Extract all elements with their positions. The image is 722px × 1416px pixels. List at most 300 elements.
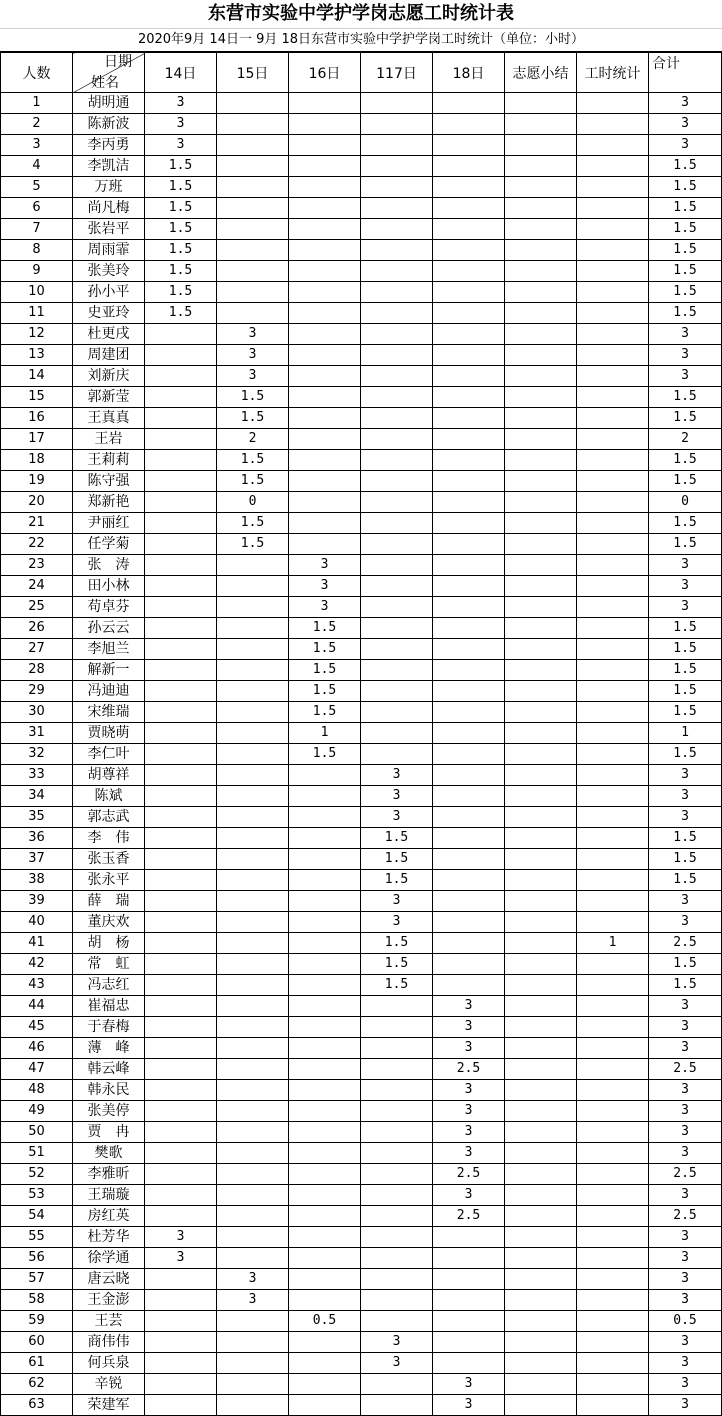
cell-day-16 — [289, 1143, 361, 1164]
cell-day-17: 1.5 — [361, 828, 433, 849]
cell-stats — [577, 723, 649, 744]
cell-index: 63 — [1, 1395, 73, 1416]
cell-stats — [577, 261, 649, 282]
table-row — [1, 1374, 722, 1395]
cell-day-14: 1.5 — [145, 282, 217, 303]
cell-total: 3 — [649, 996, 722, 1017]
cell-day-18 — [433, 408, 505, 429]
cell-name: 刘新庆 — [73, 366, 145, 387]
table-row — [1, 744, 722, 765]
cell-index: 18 — [1, 450, 73, 471]
cell-day-14 — [145, 744, 217, 765]
cell-name: 尚凡梅 — [73, 198, 145, 219]
cell-day-15 — [217, 954, 289, 975]
cell-index: 46 — [1, 1038, 73, 1059]
cell-stats — [577, 1143, 649, 1164]
cell-day-17 — [361, 261, 433, 282]
table-row — [1, 660, 722, 681]
cell-day-15 — [217, 681, 289, 702]
cell-day-17: 1.5 — [361, 954, 433, 975]
cell-total: 2.5 — [649, 933, 722, 954]
cell-day-17 — [361, 114, 433, 135]
cell-total: 3 — [649, 1080, 722, 1101]
cell-day-14: 3 — [145, 93, 217, 114]
table-row — [1, 1185, 722, 1206]
cell-day-17 — [361, 1311, 433, 1332]
cell-day-14 — [145, 870, 217, 891]
table-row — [1, 1059, 722, 1080]
cell-index: 56 — [1, 1248, 73, 1269]
cell-summary — [505, 366, 577, 387]
cell-total: 0 — [649, 492, 722, 513]
cell-index: 6 — [1, 198, 73, 219]
cell-day-17 — [361, 1395, 433, 1416]
table-row — [1, 198, 722, 219]
table-row — [1, 1395, 722, 1416]
cell-total: 3 — [649, 765, 722, 786]
cell-day-14: 1.5 — [145, 261, 217, 282]
cell-index: 59 — [1, 1311, 73, 1332]
cell-day-15: 1.5 — [217, 513, 289, 534]
cell-index: 7 — [1, 219, 73, 240]
table-body — [1, 93, 722, 1416]
cell-day-15 — [217, 1059, 289, 1080]
cell-summary — [505, 1248, 577, 1269]
cell-index: 57 — [1, 1269, 73, 1290]
cell-index: 62 — [1, 1374, 73, 1395]
table-row — [1, 702, 722, 723]
cell-name: 张美停 — [73, 1101, 145, 1122]
cell-summary — [505, 450, 577, 471]
cell-day-18 — [433, 135, 505, 156]
cell-day-15: 1.5 — [217, 408, 289, 429]
cell-name: 李雅昕 — [73, 1164, 145, 1185]
cell-day-17: 1.5 — [361, 870, 433, 891]
cell-name: 唐云晓 — [73, 1269, 145, 1290]
table-row — [1, 93, 722, 114]
cell-name: 史亚玲 — [73, 303, 145, 324]
cell-stats — [577, 471, 649, 492]
cell-day-16: 1.5 — [289, 639, 361, 660]
cell-index: 1 — [1, 93, 73, 114]
cell-name: 王岩 — [73, 429, 145, 450]
cell-name: 杜更戌 — [73, 324, 145, 345]
cell-name: 周雨霏 — [73, 240, 145, 261]
cell-day-18 — [433, 429, 505, 450]
cell-day-18 — [433, 492, 505, 513]
cell-name: 王金澎 — [73, 1290, 145, 1311]
cell-summary — [505, 1080, 577, 1101]
table-row — [1, 324, 722, 345]
cell-summary — [505, 1038, 577, 1059]
cell-day-18 — [433, 1227, 505, 1248]
cell-day-16 — [289, 114, 361, 135]
cell-name: 周建团 — [73, 345, 145, 366]
table-row — [1, 1227, 722, 1248]
cell-stats — [577, 1185, 649, 1206]
cell-total: 1.5 — [649, 828, 722, 849]
header-index: 人数 — [1, 53, 73, 93]
cell-total: 3 — [649, 1269, 722, 1290]
cell-day-14 — [145, 618, 217, 639]
cell-index: 13 — [1, 345, 73, 366]
cell-index: 51 — [1, 1143, 73, 1164]
cell-day-16 — [289, 219, 361, 240]
cell-summary — [505, 891, 577, 912]
table-row — [1, 1206, 722, 1227]
cell-day-16 — [289, 177, 361, 198]
cell-day-16 — [289, 1164, 361, 1185]
cell-day-16 — [289, 1017, 361, 1038]
cell-stats — [577, 912, 649, 933]
cell-name: 房红英 — [73, 1206, 145, 1227]
cell-day-15 — [217, 555, 289, 576]
cell-total: 1.5 — [649, 513, 722, 534]
table-row — [1, 345, 722, 366]
cell-day-18 — [433, 1311, 505, 1332]
cell-summary — [505, 1206, 577, 1227]
cell-day-14: 1.5 — [145, 198, 217, 219]
cell-stats — [577, 891, 649, 912]
cell-day-15 — [217, 156, 289, 177]
cell-name: 何兵泉 — [73, 1353, 145, 1374]
cell-index: 9 — [1, 261, 73, 282]
cell-name: 李丙勇 — [73, 135, 145, 156]
cell-day-15 — [217, 660, 289, 681]
cell-day-17 — [361, 366, 433, 387]
cell-total: 3 — [649, 1290, 722, 1311]
table-row — [1, 1290, 722, 1311]
cell-summary — [505, 387, 577, 408]
cell-summary — [505, 1059, 577, 1080]
table-row — [1, 450, 722, 471]
cell-total: 1.5 — [649, 303, 722, 324]
cell-total: 3 — [649, 114, 722, 135]
cell-total: 1.5 — [649, 156, 722, 177]
cell-stats — [577, 765, 649, 786]
cell-day-17 — [361, 450, 433, 471]
cell-day-16 — [289, 387, 361, 408]
cell-day-16 — [289, 240, 361, 261]
cell-day-14: 1.5 — [145, 177, 217, 198]
cell-name: 胡 杨 — [73, 933, 145, 954]
cell-day-18 — [433, 681, 505, 702]
cell-day-18: 3 — [433, 996, 505, 1017]
table-row — [1, 513, 722, 534]
cell-day-17 — [361, 1143, 433, 1164]
cell-total: 1 — [649, 723, 722, 744]
cell-index: 14 — [1, 366, 73, 387]
cell-summary — [505, 1374, 577, 1395]
table-row — [1, 135, 722, 156]
cell-day-16 — [289, 1269, 361, 1290]
table-row — [1, 114, 722, 135]
cell-name: 张美玲 — [73, 261, 145, 282]
cell-summary — [505, 1290, 577, 1311]
cell-summary — [505, 660, 577, 681]
cell-day-17: 3 — [361, 891, 433, 912]
cell-day-14 — [145, 1290, 217, 1311]
cell-day-15 — [217, 177, 289, 198]
cell-day-16 — [289, 1353, 361, 1374]
cell-day-14 — [145, 387, 217, 408]
cell-day-16 — [289, 492, 361, 513]
table-row — [1, 1122, 722, 1143]
cell-day-15 — [217, 849, 289, 870]
cell-day-16 — [289, 1248, 361, 1269]
cell-summary — [505, 933, 577, 954]
cell-day-18: 3 — [433, 1185, 505, 1206]
cell-total: 3 — [649, 576, 722, 597]
cell-day-16 — [289, 1122, 361, 1143]
cell-day-15 — [217, 1185, 289, 1206]
cell-summary — [505, 1395, 577, 1416]
cell-stats — [577, 492, 649, 513]
cell-day-16 — [289, 198, 361, 219]
cell-day-17: 3 — [361, 786, 433, 807]
cell-day-18 — [433, 1353, 505, 1374]
cell-day-17: 3 — [361, 912, 433, 933]
cell-total: 3 — [649, 135, 722, 156]
cell-name: 陈守强 — [73, 471, 145, 492]
header-day-14: 14日 — [145, 53, 217, 93]
cell-day-14 — [145, 1059, 217, 1080]
cell-day-15 — [217, 1017, 289, 1038]
cell-day-16 — [289, 807, 361, 828]
cell-day-16 — [289, 282, 361, 303]
cell-stats — [577, 807, 649, 828]
cell-summary — [505, 765, 577, 786]
cell-day-18 — [433, 702, 505, 723]
table-row — [1, 870, 722, 891]
cell-index: 55 — [1, 1227, 73, 1248]
table-row — [1, 597, 722, 618]
cell-total: 1.5 — [649, 261, 722, 282]
cell-summary — [505, 1164, 577, 1185]
cell-day-16 — [289, 1395, 361, 1416]
cell-index: 25 — [1, 597, 73, 618]
cell-total: 1.5 — [649, 408, 722, 429]
cell-day-15 — [217, 786, 289, 807]
cell-stats — [577, 996, 649, 1017]
cell-stats — [577, 513, 649, 534]
cell-index: 16 — [1, 408, 73, 429]
cell-day-18 — [433, 219, 505, 240]
cell-day-14 — [145, 597, 217, 618]
cell-summary — [505, 954, 577, 975]
header-day-17: 117日 — [361, 53, 433, 93]
cell-day-14: 1.5 — [145, 156, 217, 177]
cell-day-14 — [145, 471, 217, 492]
cell-day-18 — [433, 807, 505, 828]
cell-index: 48 — [1, 1080, 73, 1101]
cell-day-15 — [217, 261, 289, 282]
cell-stats — [577, 744, 649, 765]
cell-day-18 — [433, 240, 505, 261]
cell-day-16: 3 — [289, 576, 361, 597]
cell-day-16 — [289, 1080, 361, 1101]
cell-day-17: 1.5 — [361, 933, 433, 954]
cell-day-15 — [217, 93, 289, 114]
sheet-subtitle: 2020年9月 14日一 9月 18日东营市实验中学护学岗工时统计（单位：小时） — [0, 29, 722, 52]
cell-day-17: 3 — [361, 807, 433, 828]
cell-day-14 — [145, 324, 217, 345]
cell-total: 1.5 — [649, 219, 722, 240]
cell-name: 冯迪迪 — [73, 681, 145, 702]
cell-index: 27 — [1, 639, 73, 660]
sheet-title: 东营市实验中学护学岗志愿工时统计表 — [0, 0, 722, 29]
cell-index: 50 — [1, 1122, 73, 1143]
cell-day-17 — [361, 1059, 433, 1080]
cell-index: 60 — [1, 1332, 73, 1353]
cell-index: 53 — [1, 1185, 73, 1206]
cell-index: 20 — [1, 492, 73, 513]
cell-summary — [505, 639, 577, 660]
cell-index: 36 — [1, 828, 73, 849]
cell-day-16 — [289, 1290, 361, 1311]
cell-day-15: 1.5 — [217, 471, 289, 492]
cell-day-17 — [361, 1290, 433, 1311]
cell-name: 徐学通 — [73, 1248, 145, 1269]
cell-stats — [577, 324, 649, 345]
cell-day-14 — [145, 681, 217, 702]
cell-total: 3 — [649, 786, 722, 807]
table-row — [1, 786, 722, 807]
cell-name: 任学菊 — [73, 534, 145, 555]
cell-day-18 — [433, 639, 505, 660]
cell-stats — [577, 1395, 649, 1416]
cell-index: 32 — [1, 744, 73, 765]
cell-summary — [505, 93, 577, 114]
cell-index: 33 — [1, 765, 73, 786]
cell-day-14 — [145, 849, 217, 870]
cell-day-15 — [217, 597, 289, 618]
cell-day-16 — [289, 1059, 361, 1080]
cell-total: 3 — [649, 1143, 722, 1164]
cell-summary — [505, 1185, 577, 1206]
cell-day-18 — [433, 198, 505, 219]
cell-summary — [505, 303, 577, 324]
cell-day-18 — [433, 576, 505, 597]
cell-day-18 — [433, 387, 505, 408]
cell-total: 3 — [649, 597, 722, 618]
cell-name: 王芸 — [73, 1311, 145, 1332]
cell-name: 崔福忠 — [73, 996, 145, 1017]
cell-total: 1.5 — [649, 387, 722, 408]
cell-day-18 — [433, 765, 505, 786]
cell-name: 李 伟 — [73, 828, 145, 849]
cell-day-17 — [361, 1164, 433, 1185]
cell-total: 1.5 — [649, 471, 722, 492]
cell-day-14: 1.5 — [145, 303, 217, 324]
cell-index: 49 — [1, 1101, 73, 1122]
cell-day-15 — [217, 828, 289, 849]
cell-stats — [577, 429, 649, 450]
cell-day-17 — [361, 996, 433, 1017]
cell-day-14 — [145, 1311, 217, 1332]
cell-index: 8 — [1, 240, 73, 261]
cell-day-16 — [289, 891, 361, 912]
cell-day-18: 3 — [433, 1374, 505, 1395]
cell-total: 1.5 — [649, 198, 722, 219]
cell-name: 贾晓萌 — [73, 723, 145, 744]
cell-day-16: 0.5 — [289, 1311, 361, 1332]
header-name: 姓名 — [91, 75, 119, 91]
cell-total: 1.5 — [649, 954, 722, 975]
cell-stats — [577, 1059, 649, 1080]
cell-day-17 — [361, 93, 433, 114]
cell-index: 4 — [1, 156, 73, 177]
cell-day-16 — [289, 954, 361, 975]
cell-day-14 — [145, 1122, 217, 1143]
cell-stats — [577, 366, 649, 387]
cell-name: 冯志红 — [73, 975, 145, 996]
cell-total: 1.5 — [649, 282, 722, 303]
cell-day-17: 3 — [361, 765, 433, 786]
cell-day-15 — [217, 723, 289, 744]
table-row — [1, 1332, 722, 1353]
cell-day-18 — [433, 1269, 505, 1290]
cell-summary — [505, 1017, 577, 1038]
cell-day-18 — [433, 828, 505, 849]
cell-day-15 — [217, 1080, 289, 1101]
cell-total: 3 — [649, 324, 722, 345]
cell-index: 58 — [1, 1290, 73, 1311]
cell-summary — [505, 177, 577, 198]
cell-total: 3 — [649, 1017, 722, 1038]
table-row — [1, 1143, 722, 1164]
cell-summary — [505, 471, 577, 492]
cell-day-14 — [145, 786, 217, 807]
cell-summary — [505, 618, 577, 639]
cell-day-16 — [289, 1374, 361, 1395]
cell-summary — [505, 1122, 577, 1143]
cell-day-14 — [145, 1353, 217, 1374]
cell-index: 24 — [1, 576, 73, 597]
cell-name: 尹丽红 — [73, 513, 145, 534]
table-row — [1, 765, 722, 786]
cell-name: 胡明通 — [73, 93, 145, 114]
cell-stats — [577, 177, 649, 198]
cell-day-14 — [145, 891, 217, 912]
cell-day-16 — [289, 156, 361, 177]
cell-summary — [505, 576, 577, 597]
cell-day-16 — [289, 324, 361, 345]
cell-day-15 — [217, 765, 289, 786]
cell-day-16 — [289, 1332, 361, 1353]
cell-stats — [577, 618, 649, 639]
cell-day-16: 1 — [289, 723, 361, 744]
header-date-name — [73, 53, 145, 93]
cell-total: 1.5 — [649, 744, 722, 765]
cell-day-18 — [433, 618, 505, 639]
cell-day-14 — [145, 1143, 217, 1164]
cell-name: 陈新波 — [73, 114, 145, 135]
cell-name: 韩永民 — [73, 1080, 145, 1101]
table-row — [1, 1353, 722, 1374]
cell-day-18 — [433, 1248, 505, 1269]
cell-total: 1.5 — [649, 681, 722, 702]
cell-stats — [577, 450, 649, 471]
cell-stats — [577, 1227, 649, 1248]
cell-day-18: 3 — [433, 1038, 505, 1059]
cell-day-15: 1.5 — [217, 387, 289, 408]
cell-name: 孙小平 — [73, 282, 145, 303]
cell-day-14 — [145, 1017, 217, 1038]
cell-total: 2.5 — [649, 1059, 722, 1080]
cell-summary — [505, 828, 577, 849]
cell-day-14 — [145, 954, 217, 975]
